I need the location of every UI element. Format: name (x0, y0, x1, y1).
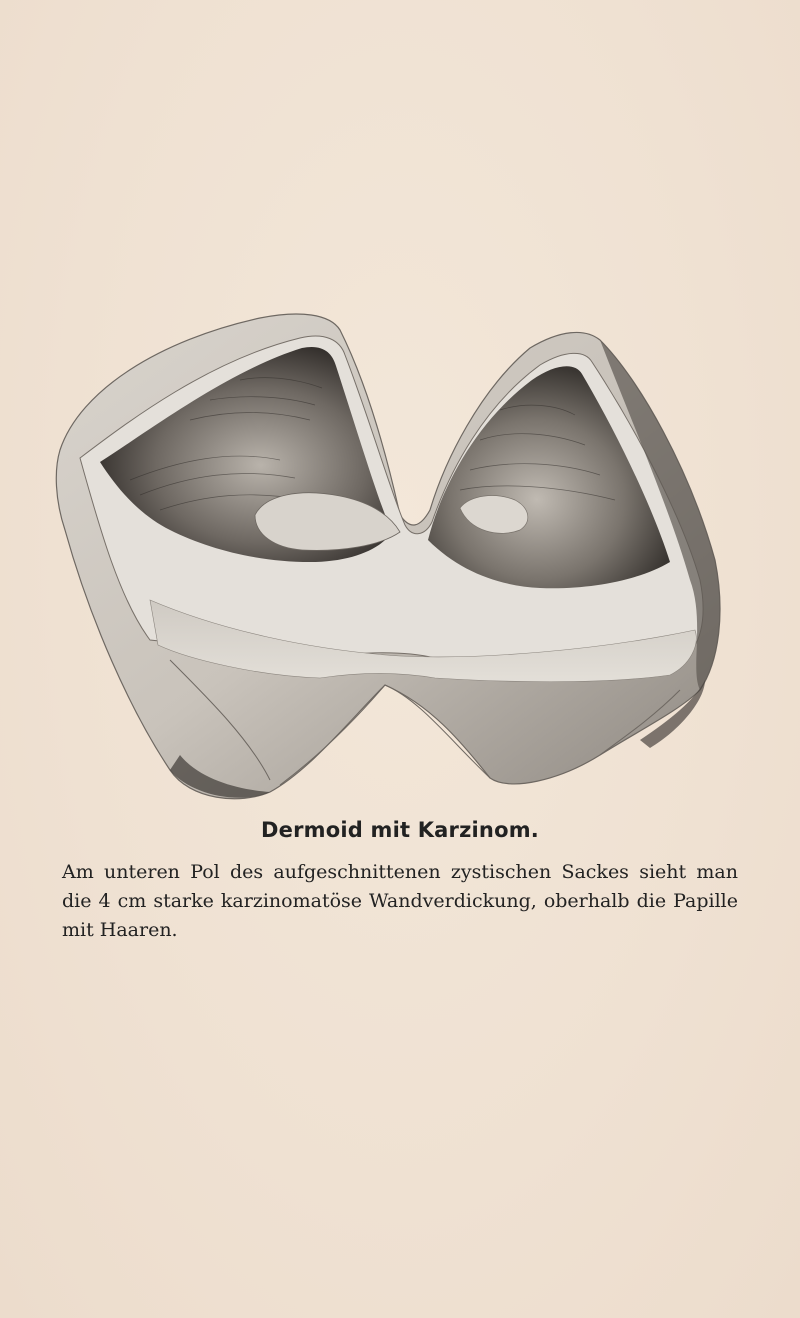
figure-title: Dermoid mit Karzinom. (261, 818, 539, 842)
specimen-illustration (40, 300, 740, 810)
figure-caption: Am unteren Pol des aufgeschnittenen zystischen Sackes sieht man die 4 cm starke karzinomatöse Wandverdickung, oberhalb die Papille mit Haaren. (62, 861, 738, 941)
